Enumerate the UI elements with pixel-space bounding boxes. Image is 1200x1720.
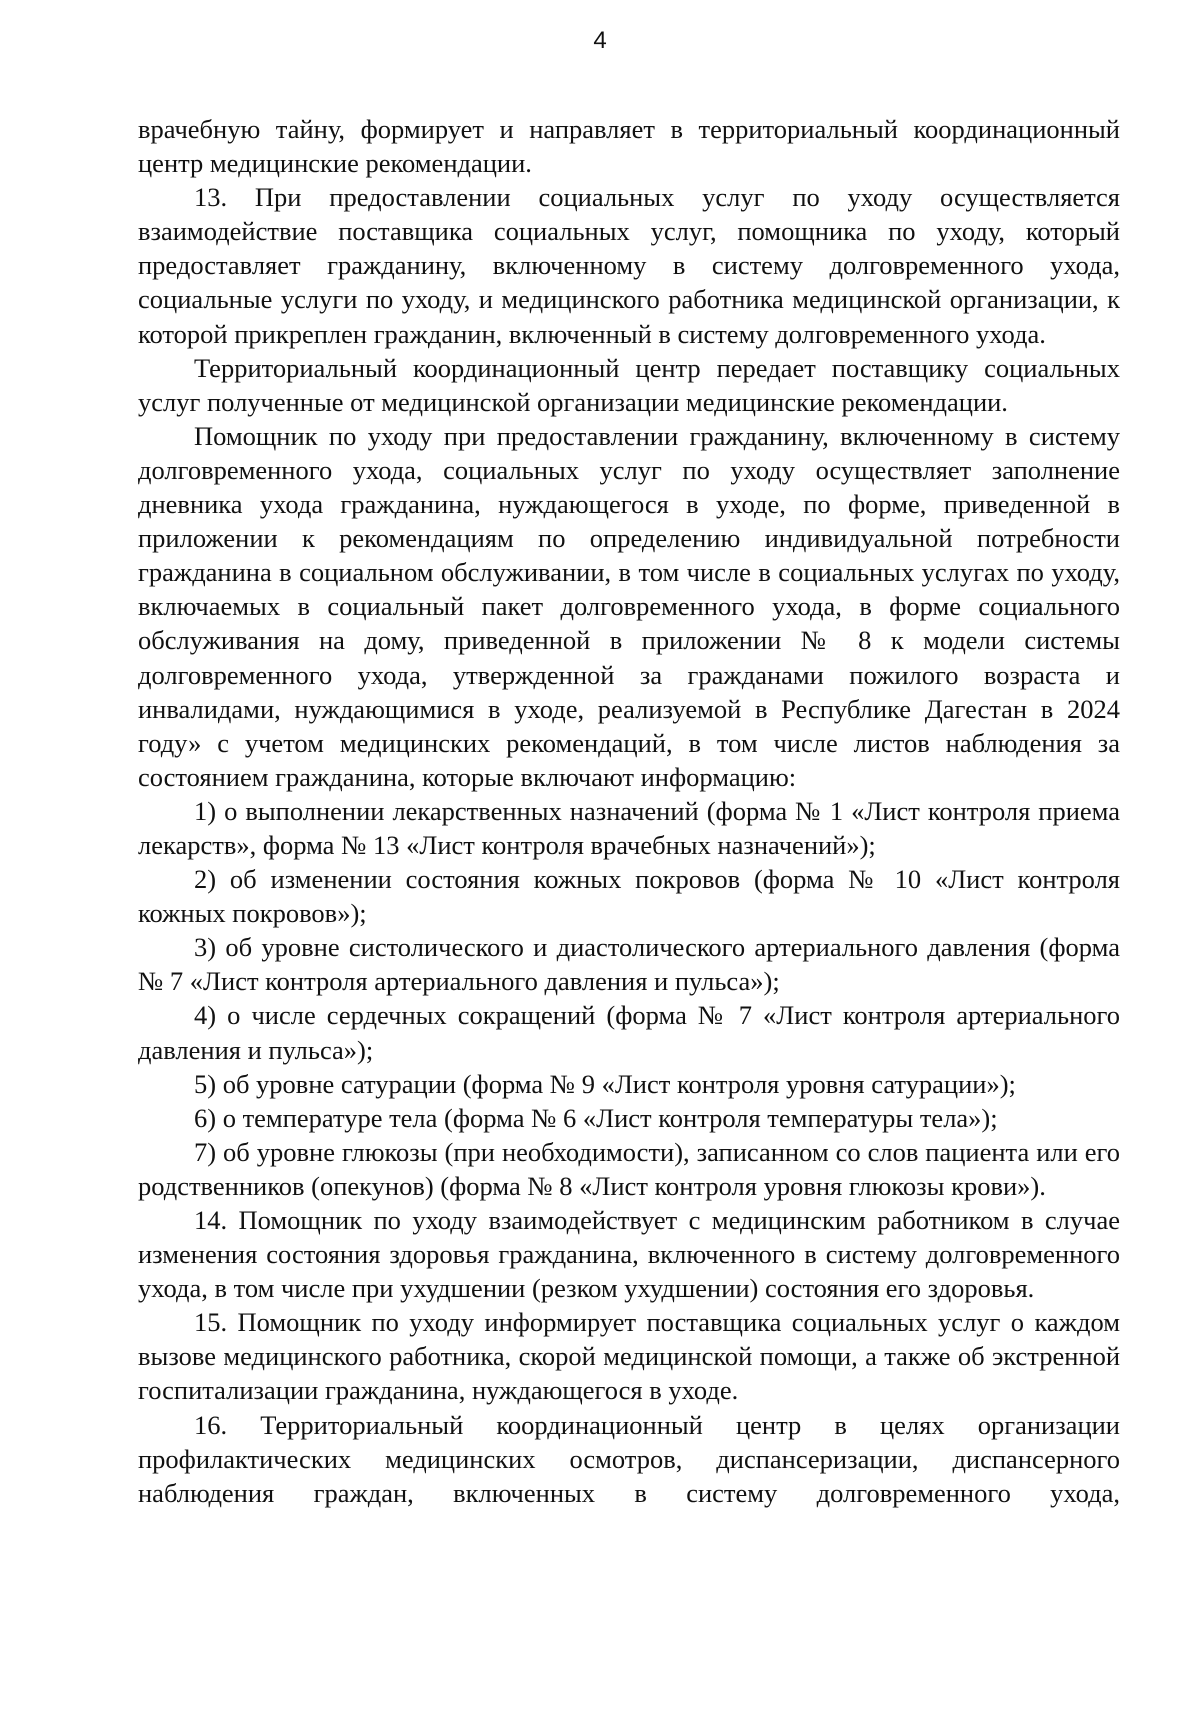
paragraph-care-assistant-diary: Помощник по уходу при предоставлении гражданину, включенному в систему долговременного ухода, социальных услуг по уходу осуществляет заполнение дневника ухода гражданина, нуждающегося в уходе, по форме, приведенной в приложении к рекомендациям по определению индивидуальной потребности гражданина в социальном обслуживании, в том числе в социальных услугах по уходу, включаемых в социальный пакет долговременного ухода, в форме социального обслуживания на дому, приведенной в приложении № 8 к модели системы долговременного ухода, утвержденной за гражданами пожилого возраста и инвалидами, нуждающимися в уходе, реализуемой в Республике Дагестан в 2024 году» с учетом медицинских рекомендаций, в том числе листов наблюдения за состоянием гражданина, которые включают информацию:: [138, 420, 1120, 792]
list-item-5: 5) об уровне сатурации (форма № 9 «Лист контроля уровня сатурации»);: [194, 1068, 1016, 1099]
paragraph-item-16: 16. Территориальный координационный центр в целях организации профилактических медицинских осмотров, диспансеризации, диспансерного наблюдения граждан, включенных в систему долговременного ухода,: [138, 1409, 1120, 1508]
list-item-6: 6) о температуре тела (форма № 6 «Лист контроля температуры тела»);: [194, 1102, 998, 1133]
paragraph-continuation: врачебную тайну, формирует и направляет в территориальный координационный центр медицинские рекомендации.: [138, 114, 1120, 179]
paragraph-item-14: 14. Помощник по уходу взаимодействует с медицинским работником в случае изменения состояния здоровья гражданина, включенного в систему долговременного ухода, в том числе при ухудшении (резком ухудшении) состояния его здоровья.: [138, 1205, 1120, 1304]
paragraph-item-13: 13. При предоставлении социальных услуг по уходу осуществляется взаимодействие поставщика социальных услуг, помощника по уходу, который предоставляет гражданину, включенному в систему долговременного ухода, социальные услуги по уходу, и медицинского работника медицинской организации, к которой прикреплен гражданин, включенный в систему долговременного ухода.: [138, 182, 1120, 349]
paragraph-coordination-center: Территориальный координационный центр передает поставщику социальных услуг полученные от медицинской организации медицинские рекомендации.: [138, 352, 1120, 417]
list-item-7: 7) об уровне глюкозы (при необходимости), записанном со слов пациента или его родственников (опекунов) (форма № 8 «Лист контроля уровня глюкозы крови»).: [138, 1136, 1120, 1201]
list-item-4: 4) о числе сердечных сокращений (форма № 7 «Лист контроля артериального давления и пульса»);: [138, 1000, 1120, 1065]
list-item-3: 3) об уровне систолического и диастолического артериального давления (форма № 7 «Лист контроля артериального давления и пульса»);: [138, 932, 1120, 997]
document-body: [138, 112, 1120, 1510]
page-number: 4: [593, 27, 607, 54]
list-item-1: 1) о выполнении лекарственных назначений (форма № 1 «Лист контроля приема лекарств», форма № 13 «Лист контроля врачебных назначений»);: [138, 795, 1120, 860]
list-item-2: 2) об изменении состояния кожных покровов (форма № 10 «Лист контроля кожных покровов»);: [138, 864, 1120, 929]
paragraph-item-15: 15. Помощник по уходу информирует поставщика социальных услуг о каждом вызове медицинского работника, скорой медицинской помощи, а также об экстренной госпитализации гражданина, нуждающегося в уходе.: [138, 1307, 1120, 1406]
